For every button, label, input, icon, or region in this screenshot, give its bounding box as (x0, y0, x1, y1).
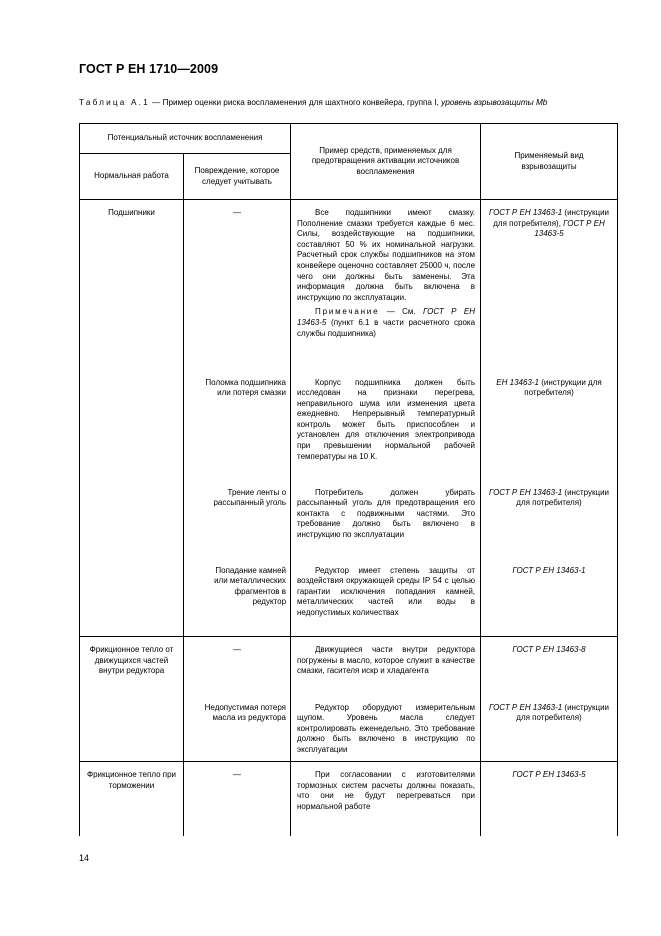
cell-protection (481, 695, 618, 762)
prot-ref: ГОСТ Р ЕН 13463-5 (512, 770, 586, 779)
table-row (80, 695, 618, 762)
caption-italic: уровень взрывозащиты Mb (441, 98, 548, 107)
note-ref: ГОСТ Р ЕН 13463-5 (297, 307, 476, 327)
means-text: Редуктор оборудуют измерительным щупом. Уровень масла следует контролировать еженедельно. Это требование должно быть включено в инструкцию по эксплуатации (297, 702, 476, 754)
means-text: Движущиеся части внутри редуктора погружены в масло, которое служит в качестве смазки, гасителя искр и хладагента (297, 645, 476, 676)
caption-prefix: Таблица А.1 (79, 98, 150, 107)
prot-text: (инструкции для потребителя) (516, 487, 610, 508)
table-caption (79, 97, 617, 109)
means-text: Редуктор имеет степень защиты от воздействия окружающей среды IP 54 с целью гарантии исключения попадания камней, металлических частей или воды в недопустимых количествах (297, 565, 476, 617)
note-rest: (пункт 6.1 в части расчетного срока службы подшипника) (297, 317, 476, 338)
cell-protection (481, 370, 618, 480)
cell-normal (80, 480, 184, 558)
cell-protection (481, 558, 618, 637)
cell-means (291, 762, 481, 837)
cell-protection (481, 637, 618, 695)
prot-ref: ГОСТ Р ЕН 13463-1 (489, 208, 563, 217)
table-row (80, 370, 618, 480)
cell-means (291, 695, 481, 762)
note-label: Примечание (315, 307, 380, 317)
caption-text: — Пример оценки риска воспламенения для шахтного конвейера, группа I, (149, 98, 442, 107)
cell-normal (80, 370, 184, 480)
means-text: При согласовании с изготовителями тормозных систем расчеты должны показать, что они не будут перегреваться при нормальной работе (297, 770, 476, 811)
cell-protection (481, 762, 618, 837)
cell-damage: — (184, 637, 291, 695)
prot-ref: ЕН 13463-1 (496, 377, 539, 387)
means-text: Потребитель должен убирать рассыпанный уголь для предотвращения его контакта с подвижными частями. Это требование должно быть включено в инструкцию по эксплуатации (297, 487, 476, 539)
prot-ref: ГОСТ Р ЕН 13463-1 (489, 702, 563, 712)
cell-normal (80, 695, 184, 762)
cell-protection (481, 480, 618, 558)
prot-ref-2: ГОСТ Р ЕН 13463-5 (534, 218, 605, 239)
header-ignition-source: Потенциальный источник воспламенения (80, 124, 291, 154)
note (297, 307, 475, 339)
cell-normal (80, 558, 184, 637)
means-text: Все подшипники имеют смазку. Пополнение смазки требуется каждые 6 мес. Силы, воздействующие на подшипники, составляют 50 % их номинальной нагрузки. Расчетный срок службы подшипников на этом конвейере оценочно составляет 25000 ч, после чего они должны быть заменены. Эта информация должна быть включена в инструкцию по эксплуатации. (297, 208, 476, 302)
prot-text: (инструкции для потребителя) (524, 377, 602, 398)
header-means: Пример средств, применяемых для предотвращения активации источников воспламенения (291, 124, 481, 200)
cell-normal: Фрикционное тепло при торможении (80, 762, 184, 837)
cell-protection (481, 200, 618, 370)
cell-means (291, 558, 481, 637)
page-number: 14 (79, 853, 90, 863)
cell-normal: Подшипники (80, 200, 184, 370)
cell-damage: Трение ленты о рассыпанный уголь (184, 480, 291, 558)
table-row (80, 480, 618, 558)
table-row (80, 200, 618, 370)
prot-text: (инструкции для потребителя) (516, 702, 610, 723)
cell-damage: Попадание камней или металлических фрагментов в редуктор (184, 558, 291, 637)
header-protection: Применяемый вид взрывозащиты (481, 124, 618, 200)
table-row (80, 762, 618, 837)
table-row (80, 637, 618, 695)
cell-means (291, 200, 481, 370)
cell-damage: Недопустимая потеря масла из редуктора (184, 695, 291, 762)
header-normal-operation: Нормальная работа (80, 154, 184, 200)
cell-normal: Фрикционное тепло от движущихся частей внутри редуктора (80, 637, 184, 695)
risk-assessment-table (79, 123, 618, 836)
prot-ref: ГОСТ Р ЕН 13463-8 (512, 645, 586, 654)
document-header: ГОСТ Р ЕН 1710—2009 (79, 62, 219, 76)
cell-means (291, 637, 481, 695)
prot-ref: ГОСТ Р ЕН 13463-1 (512, 565, 586, 575)
cell-means (291, 370, 481, 480)
header-damage: Повреждение, которое следует учитывать (184, 154, 291, 200)
prot-text: (инструкции для потребителя), (493, 208, 610, 228)
cell-means (291, 480, 481, 558)
cell-damage: — (184, 200, 291, 370)
table-row (80, 558, 618, 637)
prot-ref: ГОСТ Р ЕН 13463-1 (489, 487, 563, 497)
note-dash: — См. (379, 307, 424, 317)
cell-damage: — (184, 762, 291, 837)
cell-damage: Поломка подшипника или потеря смазки (184, 370, 291, 480)
means-text: Корпус подшипника должен быть исследован на признаки перегрева, неправильного шума или изменения цвета ежедневно. Непрерывный температурный контроль может быть приспособлен и установлен для отключения электропривода при превышении нормальной рабочей температуры на 10 К. (297, 377, 476, 461)
